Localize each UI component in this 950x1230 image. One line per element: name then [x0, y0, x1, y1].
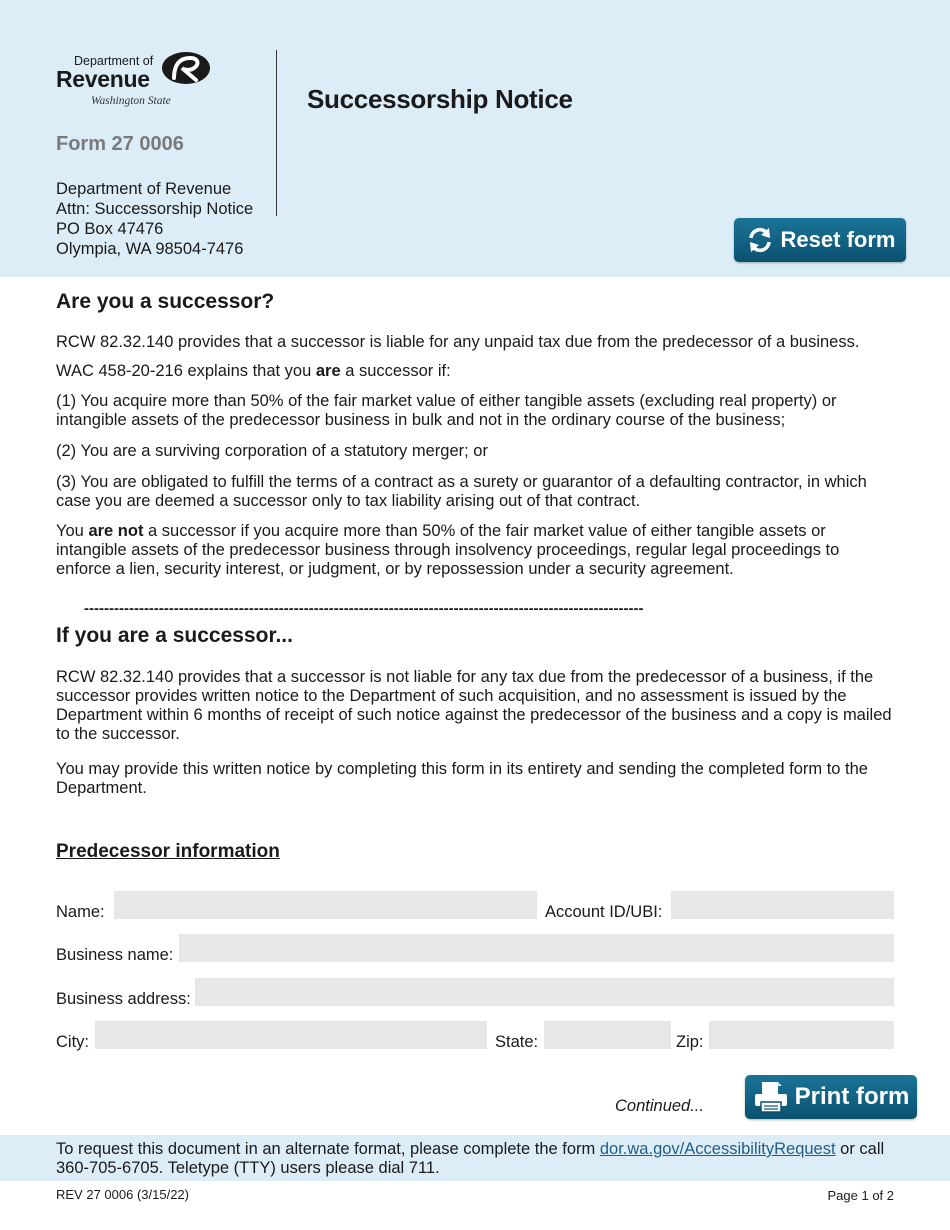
paragraph: You may provide this written notice by completing this form in its entirety and sending the completed form to the Department.	[56, 760, 868, 797]
logo-dept-of: Department of	[74, 54, 154, 68]
paragraph: (2) You are a surviving corporation of a statutory merger; or	[56, 442, 488, 460]
refresh-icon	[745, 225, 775, 255]
business-address-label: Business address:	[56, 990, 191, 1008]
print-form-label: Print form	[794, 1083, 910, 1110]
address-line: PO Box 47476	[56, 220, 164, 238]
address-line: Attn: Successorship Notice	[56, 200, 254, 218]
predecessor-info-heading: Predecessor information	[56, 841, 280, 862]
section-heading-successor: Are you a successor?	[56, 290, 275, 313]
paragraph	[56, 362, 896, 381]
accessibility-notice	[56, 1140, 916, 1178]
predecessor-name-input[interactable]	[114, 891, 537, 919]
revision-code: REV 27 0006 (3/15/22)	[56, 1187, 189, 1202]
logo-revenue: Revenue	[56, 66, 150, 92]
section-heading-if-successor: If you are a successor...	[56, 624, 293, 647]
address-line: Department of Revenue	[56, 180, 232, 198]
reset-form-button[interactable]	[734, 218, 906, 262]
text: You	[56, 522, 89, 540]
text: a successor if:	[340, 362, 451, 380]
text: or call 360-705-6705. Teletype (TTY) users please dial 711.	[56, 1140, 885, 1177]
printer-icon	[753, 1080, 789, 1114]
business-name-input[interactable]	[179, 934, 894, 962]
continued-note: Continued...	[615, 1097, 704, 1115]
dor-r-emblem-icon	[160, 50, 212, 86]
dor-logo	[56, 50, 216, 112]
account-id-label: Account ID/UBI:	[545, 903, 663, 921]
address-line: Olympia, WA 98504-7476	[56, 240, 244, 258]
text: WAC 458-20-216 explains that you	[56, 362, 316, 380]
text: a successor if you acquire more than 50% of the fair market value of either tangible assets or intangible assets of the predecessor business through insolvency proceedings, regular legal proceedings to enforce a lien, security interest, or judgment, or by repossession under a security agreement.	[56, 522, 840, 578]
account-id-input[interactable]	[671, 891, 894, 919]
state-label: State:	[495, 1033, 539, 1051]
text: To request this document in an alternate format, please complete the form	[56, 1140, 600, 1158]
emphasis: are	[315, 362, 341, 380]
zip-input[interactable]	[709, 1021, 894, 1049]
paragraph: RCW 82.32.140 provides that a successor is not liable for any tax due from the predecessor of a business, if the successor provides written notice to the Department of such acquisition, and no assessment is issued by the Department within 6 months of receipt of such notice against the predecessor of the business and a copy is mailed to the successor.	[56, 668, 892, 743]
reset-form-label: Reset form	[780, 227, 896, 252]
emphasis: are not	[88, 522, 144, 540]
header-divider	[276, 50, 277, 216]
print-form-button[interactable]	[745, 1075, 917, 1119]
paragraph	[56, 522, 896, 579]
paragraph: RCW 82.32.140 provides that a successor is liable for any unpaid tax due from the predecessor of a business.	[56, 333, 860, 351]
zip-label: Zip:	[676, 1033, 704, 1051]
city-label: City:	[56, 1033, 89, 1051]
name-label: Name:	[56, 903, 105, 921]
paragraph: (1) You acquire more than 50% of the fair market value of either tangible assets (excluding real property) or intangible assets of the predecessor business in bulk and not in the ordinary course of the business;	[56, 392, 837, 429]
form-number: Form 27 0006	[56, 133, 184, 155]
business-name-label: Business name:	[56, 946, 174, 964]
business-address-input[interactable]	[195, 978, 894, 1006]
accessibility-request-link[interactable]: dor.wa.gov/AccessibilityRequest	[599, 1140, 836, 1158]
mailing-address	[56, 179, 253, 259]
page-number: Page 1 of 2	[827, 1188, 894, 1203]
logo-state: Washington State	[91, 95, 171, 107]
paragraph: (3) You are obligated to fulfill the terms of a contract as a surety or guarantor of a defaulting contractor, in which case you are deemed a successor only to tax liability arising out of that contract.	[56, 473, 867, 510]
state-input[interactable]	[544, 1021, 671, 1049]
city-input[interactable]	[95, 1021, 487, 1049]
page-title: Successorship Notice	[307, 84, 573, 114]
section-divider: ----------------------------------------------------------------------------------------------------------------	[84, 600, 644, 617]
